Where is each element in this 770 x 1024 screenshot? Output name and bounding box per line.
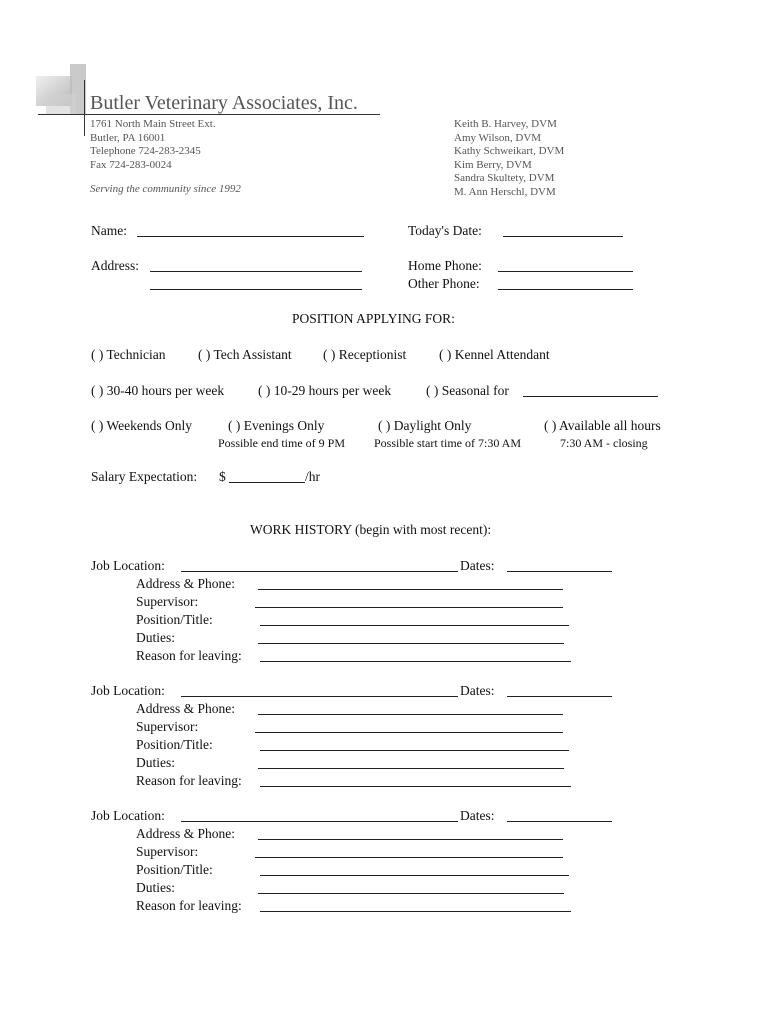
dates-label: Dates: — [460, 808, 495, 823]
supervisor-field[interactable] — [255, 607, 563, 608]
address-phone-field[interactable] — [258, 839, 563, 840]
duties-label: Duties: — [136, 880, 175, 895]
home-phone-label: Home Phone: — [408, 258, 482, 273]
job-location-label: Job Location: — [91, 808, 165, 823]
address-phone-field[interactable] — [258, 714, 563, 715]
other-phone-field[interactable] — [498, 289, 633, 290]
doctor-name: Kathy Schweikart, DVM — [454, 145, 565, 158]
duties-field[interactable] — [258, 643, 564, 644]
salary-per-hour: /hr — [305, 469, 320, 484]
job-location-field[interactable] — [181, 821, 458, 822]
daylight-note: Possible start time of 7:30 AM — [374, 436, 521, 450]
dates-field[interactable] — [507, 571, 612, 572]
doctor-name: Amy Wilson, DVM — [454, 131, 542, 144]
tagline: Serving the community since 1992 — [90, 183, 241, 195]
duties-label: Duties: — [136, 755, 175, 770]
todays-date-field[interactable] — [503, 236, 623, 237]
position-heading: POSITION APPLYING FOR: — [292, 311, 455, 326]
reason-label: Reason for leaving: — [136, 898, 242, 913]
duties-field[interactable] — [258, 893, 564, 894]
reason-field[interactable] — [260, 786, 571, 787]
logo-vertical-rule — [84, 80, 85, 136]
position-title-field[interactable] — [260, 625, 569, 626]
name-field[interactable] — [137, 236, 364, 237]
dates-label: Dates: — [460, 683, 495, 698]
daylight-only-option[interactable]: ( ) Daylight Only — [378, 418, 472, 433]
all-hours-note: 7:30 AM - closing — [560, 436, 648, 450]
duties-label: Duties: — [136, 630, 175, 645]
company-address — [90, 118, 216, 172]
position-title-field[interactable] — [260, 875, 569, 876]
supervisor-label: Supervisor: — [136, 719, 199, 734]
company-name: Butler Veterinary Associates, Inc. — [90, 92, 358, 114]
job-location-field[interactable] — [181, 571, 458, 572]
name-label: Name: — [91, 223, 127, 238]
logo-graphic — [36, 64, 96, 124]
dates-field[interactable] — [507, 821, 612, 822]
home-phone-field[interactable] — [498, 271, 633, 272]
doctor-name: Kim Berry, DVM — [454, 158, 532, 171]
supervisor-field[interactable] — [255, 857, 563, 858]
hours-30-40-option[interactable]: ( ) 30-40 hours per week — [91, 383, 225, 398]
position-title-field[interactable] — [260, 750, 569, 751]
position-title-label: Position/Title: — [136, 612, 213, 627]
evenings-only-option[interactable]: ( ) Evenings Only — [228, 418, 325, 433]
doctor-name: M. Ann Herschl, DVM — [454, 185, 556, 198]
header-rule — [38, 114, 380, 115]
supervisor-label: Supervisor: — [136, 844, 199, 859]
fax-line: Fax 724-283-0024 — [90, 158, 172, 171]
doctor-name: Sandra Skultety, DVM — [454, 172, 555, 185]
address-line: 1761 North Main Street Ext. — [90, 118, 216, 130]
position-title-label: Position/Title: — [136, 737, 213, 752]
role-technician-option[interactable]: ( ) Technician — [91, 347, 166, 362]
role-kennel-attendant-option[interactable]: ( ) Kennel Attendant — [439, 347, 550, 362]
reason-label: Reason for leaving: — [136, 648, 242, 663]
phone-line: Telephone 724-283-2345 — [90, 145, 201, 158]
address-field-1[interactable] — [150, 271, 362, 272]
address-phone-label: Address & Phone: — [136, 576, 235, 591]
reason-field[interactable] — [260, 911, 571, 912]
dates-field[interactable] — [507, 696, 612, 697]
address-field-2[interactable] — [150, 289, 362, 290]
job-location-field[interactable] — [181, 696, 458, 697]
supervisor-field[interactable] — [255, 732, 563, 733]
available-all-hours-option[interactable]: ( ) Available all hours — [544, 418, 661, 433]
other-phone-label: Other Phone: — [408, 276, 480, 291]
doctor-list — [454, 118, 564, 200]
position-title-label: Position/Title: — [136, 862, 213, 877]
seasonal-option[interactable]: ( ) Seasonal for — [426, 383, 509, 398]
job-location-label: Job Location: — [91, 558, 165, 573]
job-location-label: Job Location: — [91, 683, 165, 698]
supervisor-label: Supervisor: — [136, 594, 199, 609]
duties-field[interactable] — [258, 768, 564, 769]
address-phone-label: Address & Phone: — [136, 826, 235, 841]
dates-label: Dates: — [460, 558, 495, 573]
hours-10-29-option[interactable]: ( ) 10-29 hours per week — [258, 383, 392, 398]
reason-label: Reason for leaving: — [136, 773, 242, 788]
address-label: Address: — [91, 258, 139, 273]
role-tech-assistant-option[interactable]: ( ) Tech Assistant — [198, 347, 292, 362]
reason-field[interactable] — [260, 661, 571, 662]
role-receptionist-option[interactable]: ( ) Receptionist — [323, 347, 407, 362]
todays-date-label: Today's Date: — [408, 223, 482, 238]
salary-dollar: $ — [219, 469, 226, 484]
work-history-heading: WORK HISTORY (begin with most recent): — [250, 522, 492, 537]
address-phone-field[interactable] — [258, 589, 563, 590]
evenings-note: Possible end time of 9 PM — [218, 436, 346, 450]
weekends-only-option[interactable]: ( ) Weekends Only — [91, 418, 193, 433]
address-line: Butler, PA 16001 — [90, 131, 166, 144]
address-phone-label: Address & Phone: — [136, 701, 235, 716]
salary-label: Salary Expectation: — [91, 469, 198, 484]
salary-field[interactable] — [229, 482, 305, 483]
seasonal-field[interactable] — [523, 396, 658, 397]
doctor-name: Keith B. Harvey, DVM — [454, 118, 557, 130]
